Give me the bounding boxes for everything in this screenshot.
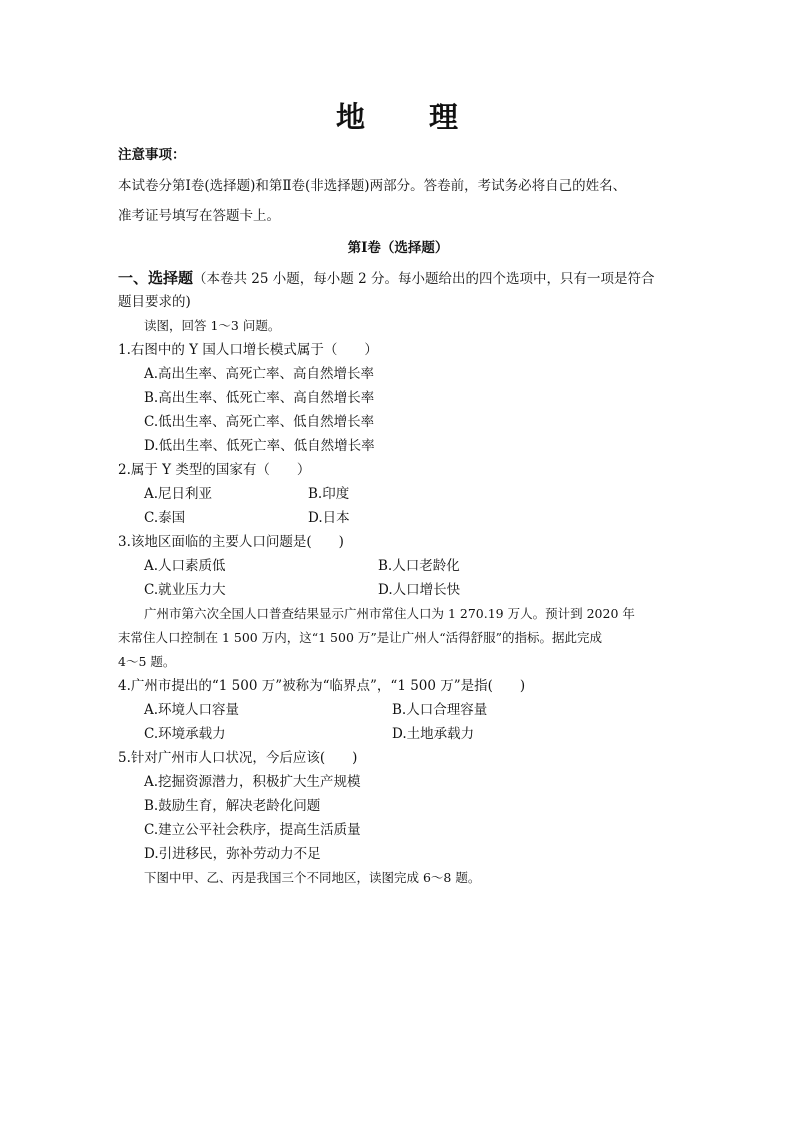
intro-4-5-line-1: 广州市第六次全国人口普查结果显示广州市常住人口为 1 270.19 万人。预计到 2020 年 — [144, 606, 635, 621]
q5-option-a: A.挖掘资源潜力，积极扩大生产规模 — [144, 774, 361, 790]
intro-6-8: 下图中甲、乙、丙是我国三个不同地区，读图完成 6～8 题。 — [144, 870, 481, 885]
notice-line-1: 本试卷分第Ⅰ卷(选择题)和第Ⅱ卷(非选择题)两部分。答卷前，考试务必将自己的姓名、 — [118, 178, 627, 194]
q5-option-d: D.引进移民，弥补劳动力不足 — [144, 846, 321, 862]
q4-stem: 4.广州市提出的“1 500 万”被称为“临界点”，“1 500 万”是指( ) — [118, 678, 526, 694]
part-heading-desc: （本卷共 25 小题，每小题 2 分。每小题给出的四个选项中，只有一项是符合 — [193, 271, 655, 287]
q4-option-c: C.环境承载力 — [144, 726, 226, 742]
intro-4-5-line-3: 4～5 题。 — [118, 654, 176, 669]
q5-option-c: C.建立公平社会秩序，提高生活质量 — [144, 822, 361, 838]
q2-option-d: D.日本 — [308, 510, 350, 526]
intro-4-5-line-2: 末常住人口控制在 1 500 万内，这“1 500 万”是让广州人“活得舒服”的指标。据此完成 — [118, 630, 603, 645]
q4-option-a: A.环境人口容量 — [144, 702, 240, 718]
q2-option-a: A.尼日利亚 — [144, 486, 213, 502]
q3-option-a: A.人口素质低 — [144, 558, 226, 574]
q4-option-d: D.土地承载力 — [392, 726, 475, 742]
notice-heading: 注意事项： — [118, 147, 186, 163]
q3-stem: 3.该地区面临的主要人口问题是( ) — [118, 534, 344, 550]
part-heading-label: 一、选择题 — [118, 269, 194, 287]
q3-option-d: D.人口增长快 — [378, 582, 461, 598]
page-title — [118, 97, 678, 137]
q1-option-d: D.低出生率、低死亡率、低自然增长率 — [144, 438, 375, 454]
notice-line-2: 准考证号填写在答题卡上。 — [118, 208, 280, 224]
q1-stem: 1.右图中的 Y 国人口增长模式属于（ ） — [118, 342, 378, 358]
intro-1-3: 读图，回答 1～3 问题。 — [144, 318, 281, 333]
q1-option-b: B.高出生率、低死亡率、高自然增长率 — [144, 390, 375, 406]
q5-option-b: B.鼓励生育，解决老龄化问题 — [144, 798, 321, 814]
part-heading-line-2: 题目要求的) — [118, 294, 191, 310]
q2-option-b: B.印度 — [308, 486, 350, 502]
part-heading — [118, 268, 654, 289]
q4-option-b: B.人口合理容量 — [392, 702, 488, 718]
q5-stem: 5.针对广州市人口状况，今后应该( ) — [118, 750, 358, 766]
q2-option-c: C.泰国 — [144, 510, 186, 526]
title-char-1: 地 — [335, 100, 367, 134]
q2-stem: 2.属于 Y 类型的国家有（ ） — [118, 462, 311, 478]
section-heading: 第Ⅰ卷（选择题） — [347, 240, 449, 256]
q3-option-c: C.就业压力大 — [144, 582, 226, 598]
q3-option-b: B.人口老龄化 — [378, 558, 460, 574]
q1-option-c: C.低出生率、高死亡率、低自然增长率 — [144, 414, 375, 430]
title-char-2: 理 — [429, 100, 461, 134]
q1-option-a: A.高出生率、高死亡率、高自然增长率 — [144, 366, 375, 382]
